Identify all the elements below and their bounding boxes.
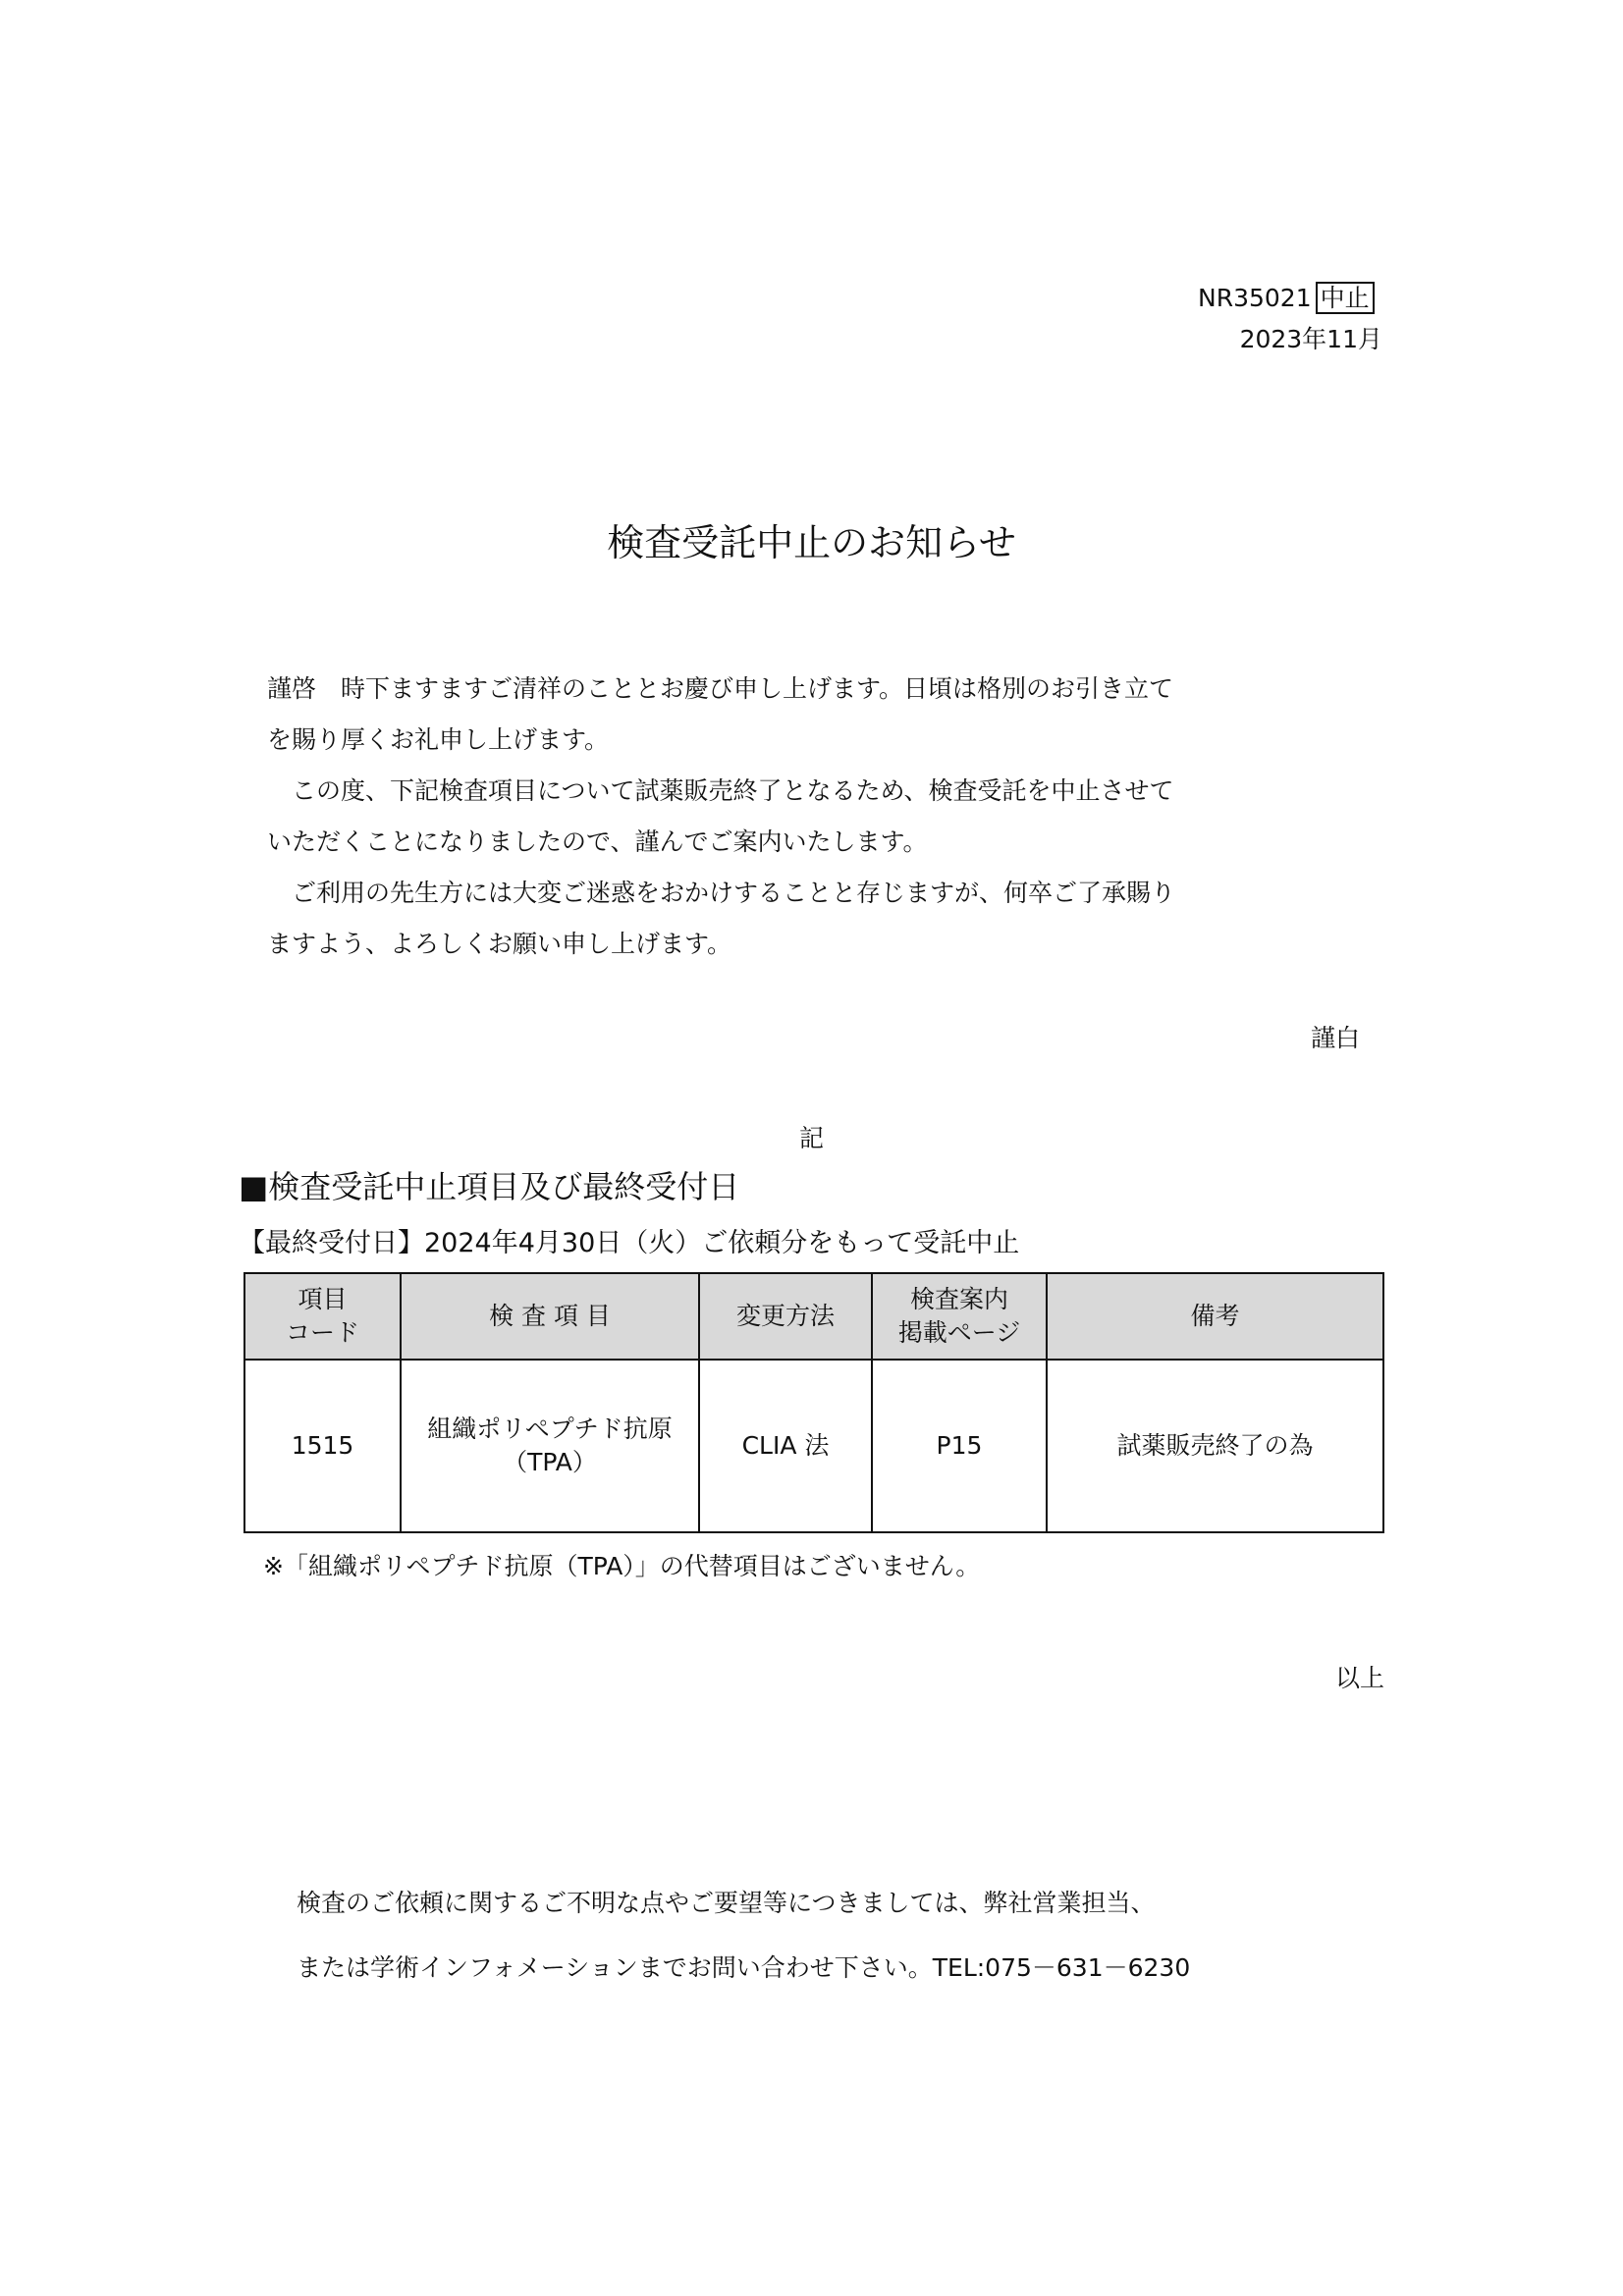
ki-mark: 記 <box>798 1124 824 1152</box>
cell-remarks: 試薬販売終了の為 <box>1047 1360 1383 1532</box>
body-line: を賜り厚くお礼申し上げます。 <box>267 725 610 754</box>
body-line: ご利用の先生方には大変ご迷惑をおかけすることと存じますが、何卒ご了承賜り <box>267 879 1176 907</box>
cell-item-code: 1515 <box>244 1360 401 1532</box>
header-change-method: 変更方法 <box>699 1273 872 1360</box>
document-code <box>1198 279 1375 314</box>
cell-item-name: 組織ポリペプチド抗原 （TPA） <box>401 1360 699 1532</box>
footer-line: または学術インフォメーションまでお問い合わせ下さい。TEL:075－631－6230 <box>297 1953 1191 1982</box>
body-line: ますよう、よろしくお願い申し上げます。 <box>267 930 732 958</box>
header-remarks: 備考 <box>1047 1273 1383 1360</box>
body-line: 謹啓 時下ますますご清祥のこととお慶び申し上げます。日頃は格別のお引き立て <box>267 674 1174 703</box>
cell-change-method: CLIA 法 <box>699 1360 872 1532</box>
suspension-stamp: 中止 <box>1316 282 1375 314</box>
header-item-code: 項目 コード <box>244 1273 401 1360</box>
closing-word: 謹白 <box>1310 1024 1360 1052</box>
items-table <box>243 1272 1384 1533</box>
document-date: 2023年11月 <box>1239 325 1382 353</box>
table-note: ※「組織ポリペプチド抗原（TPA）」の代替項目はございません。 <box>263 1552 981 1580</box>
table-row <box>244 1360 1383 1532</box>
footer-line: 検査のご依頼に関するご不明な点やご要望等につきましては、弊社営業担当、 <box>297 1889 1156 1917</box>
body-line: いただくことになりましたので、謹んでご案内いたします。 <box>267 828 928 856</box>
table-header-row <box>244 1273 1383 1360</box>
section-heading: ■検査受託中止項目及び最終受付日 <box>239 1168 740 1205</box>
document-code-text: NR35021 <box>1198 284 1312 312</box>
page-title: 検査受託中止のお知らせ <box>607 521 1016 564</box>
end-mark: 以上 <box>1334 1664 1384 1692</box>
header-item-name: 検 査 項 目 <box>401 1273 699 1360</box>
header-guide-page: 検査案内 掲載ページ <box>872 1273 1047 1360</box>
body-line: この度、下記検査項目について試薬販売終了となるため、検査受託を中止させて <box>267 776 1174 805</box>
deadline-line: 【最終受付日】2024年4月30日（火）ご依頼分をもって受託中止 <box>239 1228 1020 1258</box>
cell-guide-page: P15 <box>872 1360 1047 1532</box>
